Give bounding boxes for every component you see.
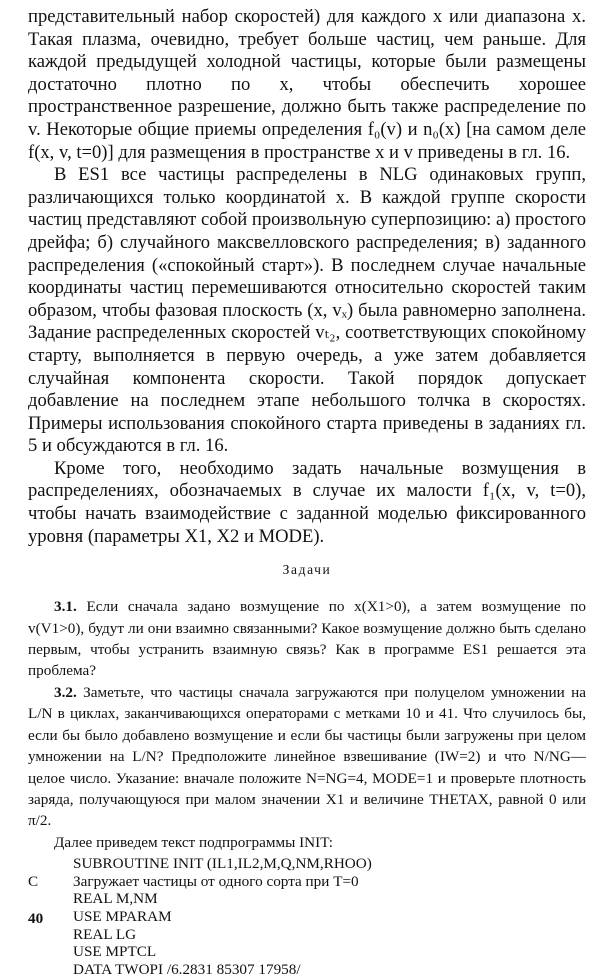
- code-line: [28, 943, 586, 961]
- task-3-1: [28, 596, 586, 682]
- code-line: [28, 926, 586, 944]
- task-number: 3.1.: [54, 598, 77, 616]
- page-number: 40: [28, 910, 44, 927]
- code-text: Загружает частицы от одного сорта при T=0: [73, 872, 359, 890]
- code-text: USE MPARAM: [73, 907, 172, 925]
- code-line: [28, 961, 586, 978]
- code-line: [28, 890, 586, 908]
- code-line: [28, 855, 586, 873]
- code-listing: [28, 855, 586, 978]
- task-3-2: [28, 682, 586, 832]
- code-text: REAL M,NM: [73, 890, 158, 908]
- comment-marker: C: [28, 872, 39, 890]
- page-content: [28, 6, 586, 978]
- code-line: [28, 873, 586, 891]
- code-text: REAL LG: [73, 925, 137, 943]
- task-number: 3.2.: [54, 683, 77, 701]
- code-intro: Далее приведем текст подпрограммы INIT:: [54, 833, 333, 851]
- task-text: Если сначала задано возмущение по x(X1>0), а затем возмущение по v(V1>0), будут ли они взаимно связанными? Какое возмущение должно быть сделано первым, чтобы устранить взаимную связь? Как в программе ES1 решается эта проблема?: [28, 598, 586, 680]
- code-text: USE MPTCL: [73, 943, 157, 961]
- code-text: DATA TWOPI /6.2831 85307 17958/: [73, 960, 301, 978]
- code-text: SUBROUTINE INIT (IL1,IL2,M,Q,NM,RHOO): [73, 855, 372, 873]
- task-text: Заметьте, что частицы сначала загружаются при полуцелом умножении на L/N в циклах, заканчивающихся операторами с метками 10 и 41. Что случилось бы, если бы было добавлено возмущение и если бы частицы были загружены при целом умножении на L/N? Предположите линейное взвешивание (IW=2) и что N/NG—целое число. Указание: вначале положите N=NG=4, MODE=1 и проверьте плотность заряда, получающуюся при малом значении X1 и величине THETAX, равной 0 или π/2.: [28, 683, 587, 830]
- body-paragraph-2: В ES1 все частицы распределены в NLG одинаковых групп, различающихся только координатой x. В каждой группе скорости частиц представляют собой произвольную суперпозицию: а) простого дрейфа; б) случайного максвелловского распределения; в) заданного распределения («спокойный старт»). В последнем случае начальные координаты частиц перемешиваются относительно скоростей таким образом, чтобы фазовая плоскость (x, vₓ) была равномерно заполнена. Задание распределенных скоростей vₜ₂, соответствующих спокойному старту, выполняется в первую очередь, а уже затем добавляется случайная компонента скорости. Такой порядок допускает добавление на последнем этапе небольшого толчка в скоростях. Примеры использования спокойного старта приведены в заданиях гл. 5 и обсуждаются в гл. 16.: [28, 164, 586, 457]
- body-paragraph-1: представительный набор скоростей) для каждого x или диапазона x. Такая плазма, очевидно, требует больше частиц, чем раньше. Для каждой предыдущей холодной частицы, которые были размещены достаточно плотно по x, чтобы обеспечить хорошее пространственное разрешение, должно быть также распределение по v. Некоторые общие приемы определения f₀(v) и n₀(x) [на самом деле f(x, v, t=0)] для размещения в пространстве x и v приведены в гл. 16.: [28, 6, 586, 163]
- section-heading: Задачи: [282, 562, 332, 578]
- body-paragraph-3: Кроме того, необходимо задать начальные возмущения в распределениях, обозначаемых в случае их малости f₁(x, v, t=0), чтобы начать взаимодействие с заданной моделью фиксированного уровня (параметры X1, X2 и MODE).: [28, 457, 586, 547]
- code-line: [28, 908, 586, 926]
